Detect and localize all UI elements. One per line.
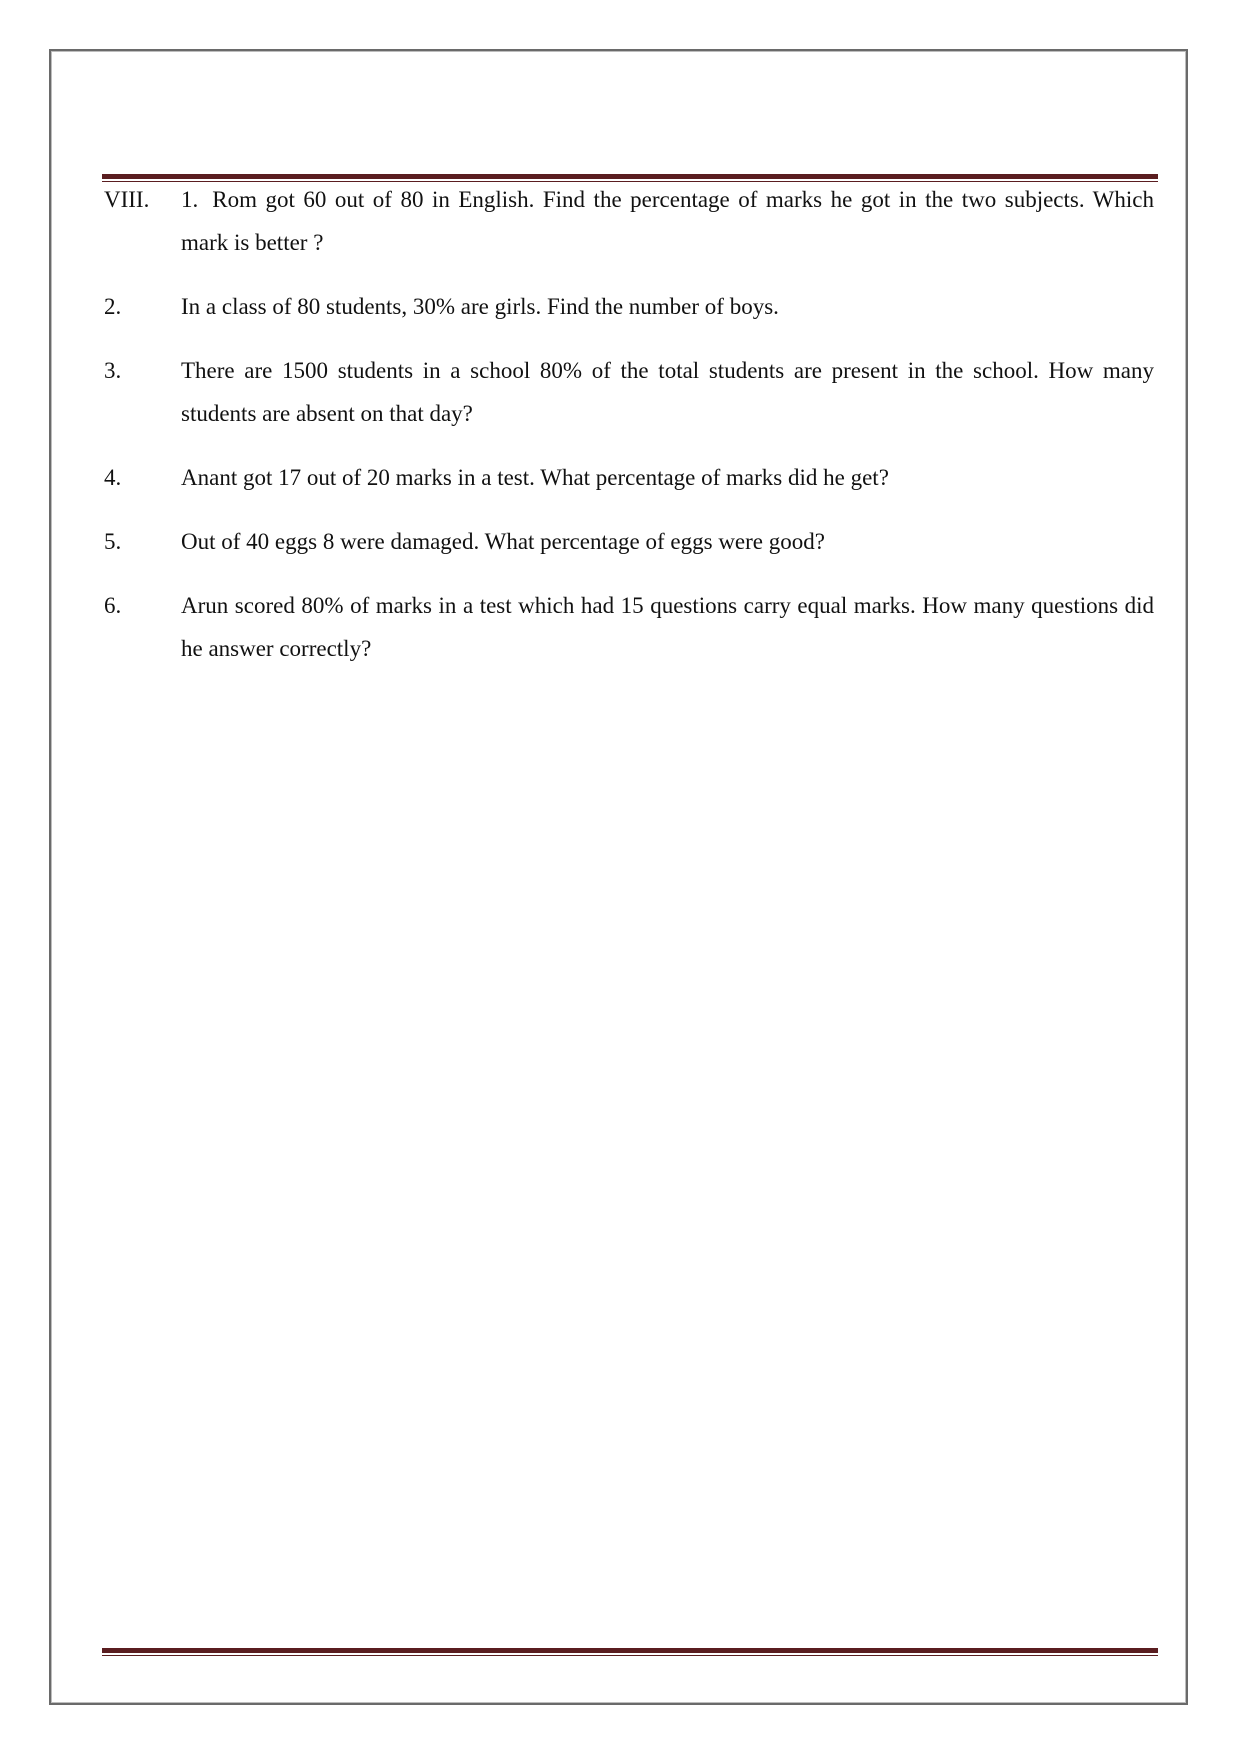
worksheet-content	[104, 178, 1154, 691]
question-text: There are 1500 students in a school 80% of the total students are present in the school. How many students are absent on that day?	[181, 358, 1154, 426]
question-text: In a class of 80 students, 30% are girls. Find the number of boys.	[181, 294, 779, 319]
question-number: 6.	[104, 593, 122, 618]
question-2	[104, 285, 1154, 328]
question-text: Rom got 60 out of 80 in English. Find the percentage of marks he got in the two subjects. Which mark is better ?	[181, 187, 1154, 255]
question-1	[104, 178, 1154, 264]
question-text: Arun scored 80% of marks in a test which had 15 questions carry equal marks. How many questions did he answer correctly?	[181, 593, 1154, 661]
question-number: 4.	[104, 465, 122, 490]
question-number: 2.	[104, 294, 122, 319]
question-text: Out of 40 eggs 8 were damaged. What percentage of eggs were good?	[181, 529, 825, 554]
question-4	[104, 456, 1154, 499]
section-label: VIII.	[104, 187, 150, 212]
question-6	[104, 584, 1154, 670]
question-number: 3.	[104, 358, 122, 383]
question-number: 1.	[181, 187, 199, 212]
question-3	[104, 349, 1154, 435]
question-5	[104, 520, 1154, 563]
question-number: 5.	[104, 529, 122, 554]
bottom-rule	[102, 1648, 1158, 1656]
question-text: Anant got 17 out of 20 marks in a test. What percentage of marks did he get?	[181, 465, 889, 490]
